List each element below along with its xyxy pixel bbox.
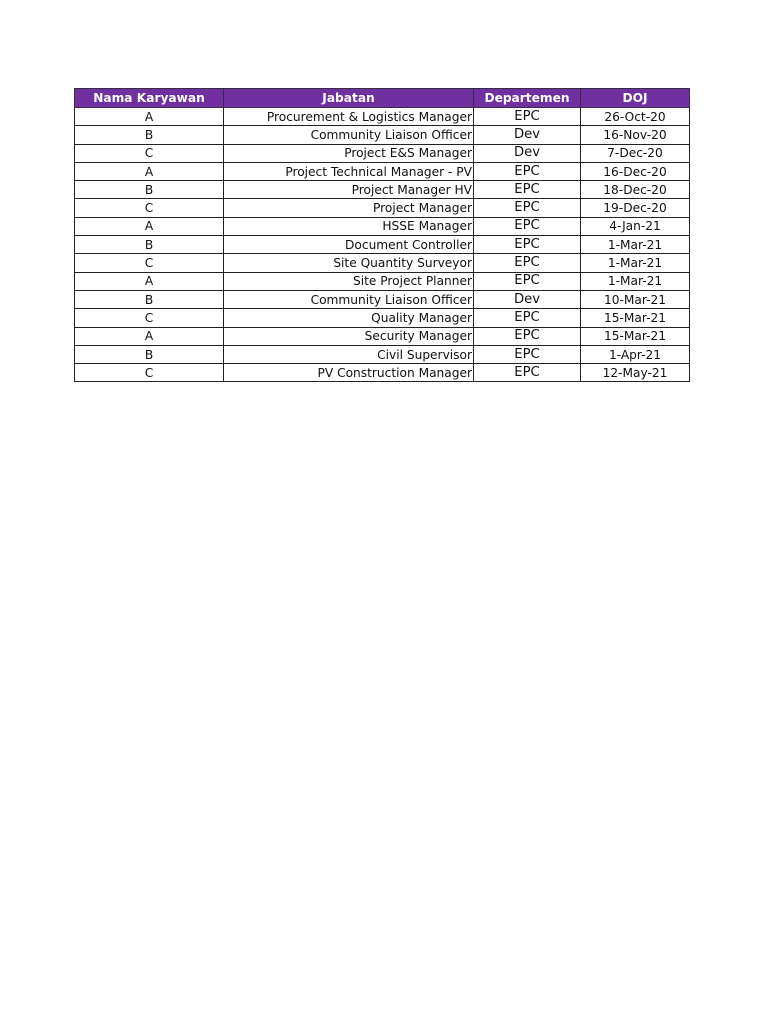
cell-departemen: EPC (474, 217, 581, 235)
cell-doj: 1-Mar-21 (581, 272, 690, 290)
cell-doj: 7-Dec-20 (581, 144, 690, 162)
cell-doj: 12-May-21 (581, 364, 690, 382)
cell-departemen: EPC (474, 181, 581, 199)
table-row (75, 272, 690, 290)
table-row (75, 162, 690, 180)
cell-departemen: EPC (474, 108, 581, 126)
table-body (75, 108, 690, 382)
cell-doj: 4-Jan-21 (581, 217, 690, 235)
cell-jabatan: Project Manager (224, 199, 474, 217)
cell-doj: 16-Dec-20 (581, 162, 690, 180)
cell-doj: 19-Dec-20 (581, 199, 690, 217)
cell-doj: 18-Dec-20 (581, 181, 690, 199)
cell-nama-karyawan: B (75, 290, 224, 308)
cell-jabatan: HSSE Manager (224, 217, 474, 235)
table-header (75, 89, 690, 108)
cell-doj: 10-Mar-21 (581, 290, 690, 308)
employee-table (74, 88, 690, 382)
cell-jabatan: Project Manager HV (224, 181, 474, 199)
cell-doj: 1-Mar-21 (581, 236, 690, 254)
cell-jabatan: Project Technical Manager - PV (224, 162, 474, 180)
cell-jabatan: Civil Supervisor (224, 345, 474, 363)
table-row (75, 144, 690, 162)
cell-doj: 1-Mar-21 (581, 254, 690, 272)
cell-departemen: Dev (474, 290, 581, 308)
table-row (75, 309, 690, 327)
cell-nama-karyawan: A (75, 108, 224, 126)
cell-nama-karyawan: A (75, 327, 224, 345)
cell-nama-karyawan: A (75, 272, 224, 290)
cell-nama-karyawan: C (75, 309, 224, 327)
cell-jabatan: Community Liaison Officer (224, 290, 474, 308)
header-jabatan: Jabatan (224, 89, 474, 108)
header-doj: DOJ (581, 89, 690, 108)
cell-departemen: EPC (474, 309, 581, 327)
table-row (75, 236, 690, 254)
cell-doj: 1-Apr-21 (581, 345, 690, 363)
table-row (75, 290, 690, 308)
cell-nama-karyawan: C (75, 199, 224, 217)
cell-departemen: Dev (474, 144, 581, 162)
cell-departemen: Dev (474, 126, 581, 144)
cell-nama-karyawan: B (75, 236, 224, 254)
cell-departemen: EPC (474, 254, 581, 272)
table-row (75, 254, 690, 272)
cell-departemen: EPC (474, 345, 581, 363)
cell-departemen: EPC (474, 199, 581, 217)
table-row (75, 217, 690, 235)
cell-jabatan: Site Project Planner (224, 272, 474, 290)
cell-doj: 15-Mar-21 (581, 309, 690, 327)
header-departemen: Departemen (474, 89, 581, 108)
cell-jabatan: Quality Manager (224, 309, 474, 327)
table-row (75, 199, 690, 217)
header-nama-karyawan: Nama Karyawan (75, 89, 224, 108)
cell-nama-karyawan: A (75, 162, 224, 180)
cell-nama-karyawan: C (75, 364, 224, 382)
cell-nama-karyawan: C (75, 254, 224, 272)
cell-nama-karyawan: A (75, 217, 224, 235)
cell-jabatan: Site Quantity Surveyor (224, 254, 474, 272)
table-row (75, 345, 690, 363)
cell-jabatan: Project E&S Manager (224, 144, 474, 162)
table-row (75, 364, 690, 382)
cell-jabatan: Community Liaison Officer (224, 126, 474, 144)
cell-nama-karyawan: B (75, 345, 224, 363)
cell-jabatan: Procurement & Logistics Manager (224, 108, 474, 126)
cell-jabatan: Document Controller (224, 236, 474, 254)
table-row (75, 108, 690, 126)
cell-departemen: EPC (474, 236, 581, 254)
table-row (75, 126, 690, 144)
cell-departemen: EPC (474, 327, 581, 345)
cell-nama-karyawan: C (75, 144, 224, 162)
cell-nama-karyawan: B (75, 126, 224, 144)
table-row (75, 181, 690, 199)
cell-doj: 26-Oct-20 (581, 108, 690, 126)
cell-jabatan: Security Manager (224, 327, 474, 345)
cell-doj: 16-Nov-20 (581, 126, 690, 144)
cell-doj: 15-Mar-21 (581, 327, 690, 345)
cell-departemen: EPC (474, 364, 581, 382)
header-row (75, 89, 690, 108)
cell-departemen: EPC (474, 272, 581, 290)
table-row (75, 327, 690, 345)
cell-nama-karyawan: B (75, 181, 224, 199)
cell-jabatan: PV Construction Manager (224, 364, 474, 382)
cell-departemen: EPC (474, 162, 581, 180)
